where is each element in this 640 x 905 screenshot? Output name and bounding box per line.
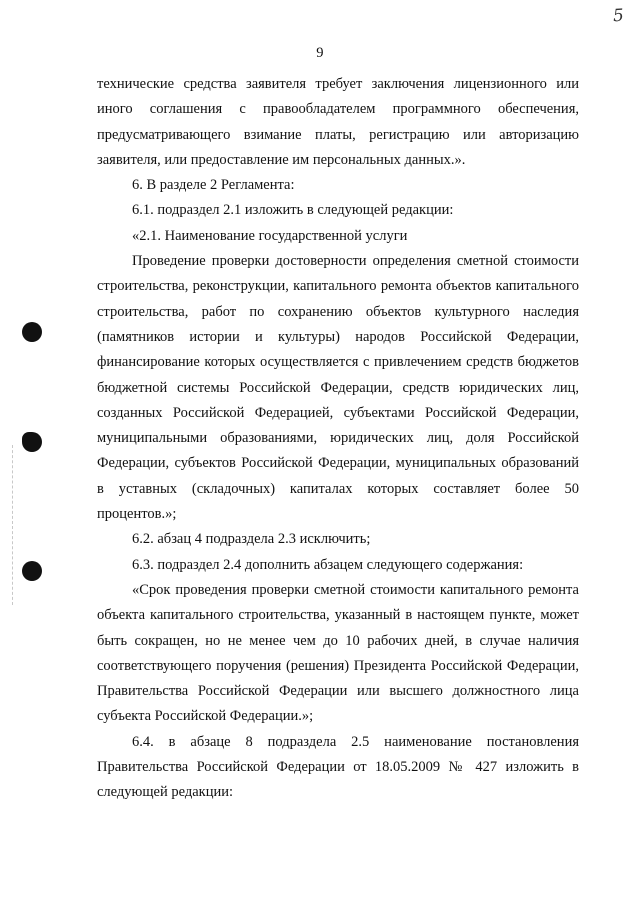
paragraph-continuation: технические средства заявителя требует заключения лицензионного или иного соглашения с правообладателем программного обеспечения, предусматривающего взимание платы, регистрацию или авторизацию заявителя, или предоставление им персональных данных.».: [97, 76, 579, 168]
punch-hole-middle: [22, 432, 42, 452]
binding-guide-line: [12, 445, 13, 605]
paragraph-6-3: 6.3. подраздел 2.4 дополнить абзацем следующего содержания:: [132, 556, 524, 573]
paragraph-heading-2-1: «2.1. Наименование государственной услуги: [132, 227, 408, 244]
paragraph-6-1: 6.1. подраздел 2.1 изложить в следующей редакции:: [132, 202, 454, 219]
paragraph-6-4: 6.4. в абзаце 8 подраздела 2.5 наименование постановления Правительства Российской Федерации от 18.05.2009 № 427 изложить в следующей редакции:: [97, 733, 579, 801]
paragraph-6-2: 6.2. абзац 4 подраздела 2.3 исключить;: [132, 531, 371, 548]
punch-hole-top: [22, 322, 42, 342]
paragraph-deadline-quote: «Срок проведения проверки сметной стоимости капитального ремонта объекта капитального строительства, указанный в настоящем пункте, может быть сокращен, но не менее чем до 10 рабочих дней, в случае наличия соответствующего поручения (решения) Президента Российской Федерации, Правительства Российской Федерации или высшего должностного лица субъекта Российской Федерации.»;: [97, 581, 579, 725]
paragraph-section-6: 6. В разделе 2 Регламента:: [132, 177, 295, 194]
document-body: [97, 72, 579, 806]
punch-hole-bottom: [22, 561, 42, 581]
handwritten-page-mark: 5: [612, 5, 625, 27]
page-number: 9: [316, 45, 324, 61]
paragraph-service-description: Проведение проверки достоверности определения сметной стоимости строительства, реконструкции, капитального ремонта объектов капитального строительства, работ по сохранению объектов культурного наследия (памятников истории и культуры) народов Российской Федерации, финансирование которых осуществляется с привлечением средств бюджетов бюджетной системы Российской Федерации, средств юридических лиц, созданных Российской Федерацией, субъектами Российской Федерации, муниципальными образованиями, юридических лиц, доля Российской Федерации, субъектов Российской Федерации, муниципальных образований в уставных (складочных) капиталах которых составляет более 50 процентов.»;: [97, 253, 579, 523]
